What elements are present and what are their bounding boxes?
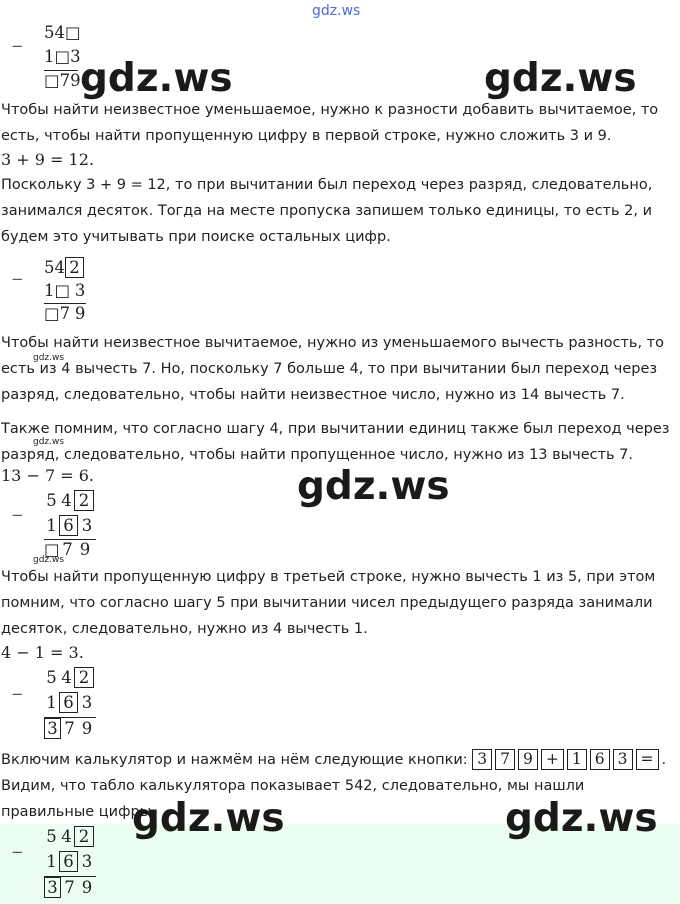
block4-row1: [44, 667, 94, 688]
filled-digit-box: 2: [65, 257, 84, 278]
digits: □7: [44, 304, 71, 323]
digit: 4: [61, 668, 72, 687]
equation-3: 4 − 1 = 3.: [1, 643, 84, 662]
minus-sign: −: [11, 270, 24, 288]
digit: 9: [74, 304, 86, 323]
equation-1: 3 + 9 = 12.: [1, 150, 94, 169]
site-watermark: gdz.ws: [312, 3, 361, 19]
watermark: gdz.ws: [33, 437, 65, 447]
calculator-key: 9: [518, 749, 538, 770]
block5-row1: [44, 826, 94, 847]
digit: 5: [46, 827, 57, 846]
digit: 9: [79, 540, 91, 559]
calculator-key: +: [541, 749, 564, 770]
block5-row2: [44, 851, 96, 872]
filled-digit-box: 6: [59, 515, 78, 536]
calculator-key: 6: [590, 749, 610, 770]
watermark: gdz.ws: [80, 56, 233, 101]
digit: 9: [81, 878, 93, 897]
calculator-key: 3: [472, 749, 492, 770]
digits: 1□: [44, 281, 71, 300]
watermark: gdz.ws: [297, 464, 450, 509]
digit: 7: [64, 878, 75, 897]
block1-row3: □79: [44, 71, 81, 90]
minus-sign: −: [11, 37, 24, 55]
paragraph-7: Видим, что табло калькулятора показывает 542, следовательно, мы нашли правильные цифры.: [1, 778, 585, 820]
watermark: gdz.ws: [484, 56, 637, 101]
watermark: gdz.ws: [132, 796, 285, 841]
minus-sign: −: [11, 506, 24, 524]
paragraph-1: Чтобы найти неизвестное уменьшаемое, нужно к разности добавить вычитаемое, то есть, чтобы найти пропущенную цифру в первой строке, нужно сложить 3 и 9.: [1, 102, 659, 144]
digit: 7: [64, 719, 75, 738]
paragraph-3: Чтобы найти неизвестное вычитаемое, нужно из уменьшаемого вычесть разность, то есть из 4 вычесть 7. Но, поскольку 7 больше 4, то при вычитании был переход через разряд, следовательно, чтобы найти неизвестное число, нужно из 14 вычесть 7.: [1, 335, 664, 403]
filled-digit-box: 6: [59, 851, 78, 872]
block5-row3: [44, 877, 96, 898]
digit: 5: [46, 491, 57, 510]
watermark: gdz.ws: [33, 353, 65, 363]
block2-row3: [44, 304, 90, 323]
calculator-keys: [472, 752, 661, 768]
digit: 7: [62, 540, 73, 559]
block1-row1: 54□: [44, 23, 81, 42]
digit: 3: [81, 693, 93, 712]
calculator-line: [1, 747, 666, 773]
filled-digit-box: 3: [44, 877, 61, 898]
digit: 3: [81, 516, 93, 535]
digit: 1: [46, 852, 57, 871]
minus-sign: −: [11, 685, 24, 703]
block4-row2: [44, 692, 96, 713]
digit: 4: [61, 491, 72, 510]
block2-row2: [44, 281, 90, 300]
filled-digit-box: 2: [74, 667, 94, 688]
digits: 54: [44, 258, 65, 277]
block1-row2: 1□3: [44, 47, 81, 66]
calculator-key: 3: [613, 749, 633, 770]
paragraph-2: Поскольку 3 + 9 = 12, то при вычитании был переход через разряд, следовательно, занимался десяток. Тогда на месте пропуска запишем только единицы, то есть 2, и будем это учитывать при поиске остальных цифр.: [1, 177, 653, 245]
calculator-key: =: [636, 749, 659, 770]
digit: □: [44, 540, 60, 559]
digit: 1: [46, 693, 57, 712]
filled-digit-box: 6: [59, 692, 78, 713]
period: .: [661, 752, 667, 768]
minus-sign: −: [11, 843, 24, 861]
digit: 3: [74, 281, 86, 300]
block4-row3: [44, 718, 96, 739]
block3-row2: [44, 515, 96, 536]
watermark: gdz.ws: [505, 796, 658, 841]
calculator-instruction: Включим калькулятор и нажмём на нём следующие кнопки:: [1, 752, 468, 768]
calculator-key: 1: [567, 749, 587, 770]
block3-row1: [44, 490, 94, 511]
paragraph-5: Чтобы найти пропущенную цифру в третьей строке, нужно вычесть 1 из 5, при этом помним, что согласно шагу 5 при вычитании чисел предыдущего разряда занимали десяток, следовательно, нужно из 4 вычесть 1.: [1, 569, 656, 637]
paragraph-4: Также помним, что согласно шагу 4, при вычитании единиц также был переход через разряд, следовательно, чтобы найти пропущенное число, нужно из 13 вычесть 7.: [1, 421, 670, 463]
digit: 1: [46, 516, 57, 535]
digit: 5: [46, 668, 57, 687]
filled-digit-box: 2: [74, 490, 94, 511]
watermark: gdz.ws: [33, 555, 65, 565]
filled-digit-box: 2: [74, 826, 94, 847]
filled-digit-box: 3: [44, 718, 61, 739]
calculator-key: 7: [495, 749, 515, 770]
equation-2: 13 − 7 = 6.: [1, 466, 94, 485]
block2-row1: [44, 257, 84, 278]
digit: 4: [61, 827, 72, 846]
digit: 3: [81, 852, 93, 871]
digit: 9: [81, 719, 93, 738]
